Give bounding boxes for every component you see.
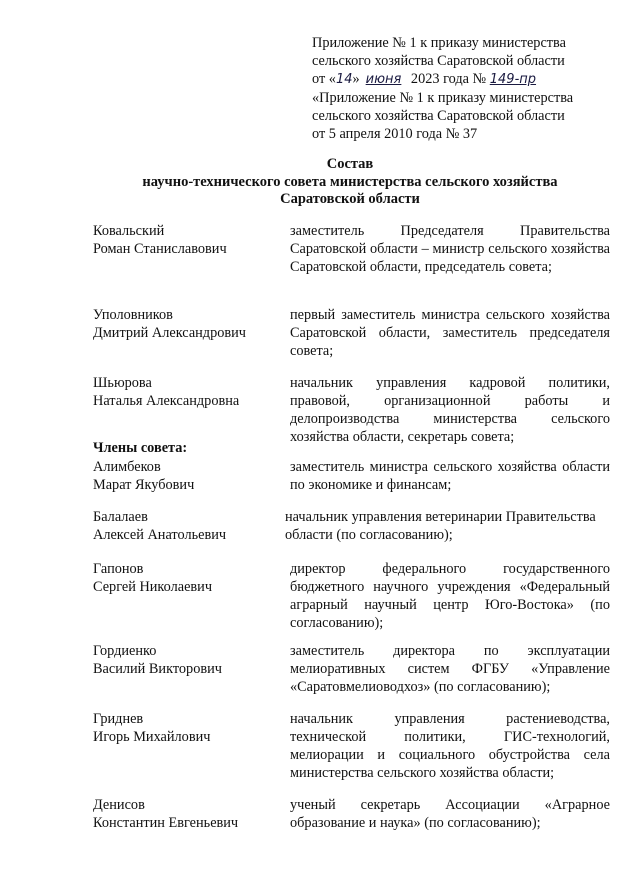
given-name: Дмитрий Александрович — [93, 325, 246, 341]
person-role: ученый секретарь Ассоциации «Аграрное образование и наука» (по согласованию); — [290, 797, 610, 831]
header-line: сельского хозяйства Саратовской области — [312, 108, 565, 124]
handwritten-day: 14 — [335, 72, 353, 87]
surname: Уполовников — [93, 307, 173, 323]
given-name: Марат Якубович — [93, 477, 195, 493]
person-name — [93, 222, 278, 258]
person-name — [93, 306, 278, 342]
members-heading: Члены совета: — [93, 440, 188, 456]
date-mid: » — [352, 71, 360, 87]
person-role: начальник управления ветеринарии Правительства области (по согласованию); — [285, 509, 596, 543]
person-name — [93, 508, 278, 544]
given-name: Алексей Анатольевич — [93, 527, 227, 543]
person-name — [93, 458, 278, 494]
person-role: директор федерального государственного бюджетного научного учреждения «Федеральный аграрный научный центр Юго-Востока» (по согласованию); — [290, 561, 610, 631]
handwritten-month: июня — [365, 72, 402, 87]
given-name: Наталья Александровна — [93, 393, 240, 409]
given-name: Сергей Николаевич — [93, 579, 213, 595]
surname: Гапонов — [93, 561, 144, 577]
header-line: Приложение № 1 к приказу министерства — [312, 35, 566, 51]
title-line: научно-технического совета министерства сельского хозяйства — [142, 173, 558, 190]
given-name: Игорь Михайлович — [93, 729, 211, 745]
surname: Гриднев — [93, 711, 144, 727]
person-role: заместитель директора по эксплуатации мелиоративных систем ФГБУ «Управление «Саратовмелиоводхоз» (по согласованию); — [290, 643, 610, 695]
title-line: Состав — [326, 156, 374, 172]
person-role: начальник управления кадровой политики, правовой, организационной работы и делопроизводства министерства сельского хозяйства области, секретарь совета; — [290, 375, 610, 445]
date-prefix: от « — [312, 71, 336, 87]
given-name: Василий Викторович — [93, 661, 222, 677]
document-title — [60, 156, 640, 209]
person-name — [93, 374, 278, 410]
person-role: заместитель министра сельского хозяйства области по экономике и финансам; — [290, 459, 610, 493]
person-role: первый заместитель министра сельского хозяйства Саратовской области, заместитель председателя совета; — [290, 307, 610, 359]
surname: Гордиенко — [93, 643, 157, 659]
header-line-date — [312, 70, 612, 89]
given-name: Роман Станиславович — [93, 241, 227, 257]
handwritten-number: 149-пр — [489, 72, 537, 87]
appendix-header — [312, 34, 612, 143]
header-line: сельского хозяйства Саратовской области — [312, 53, 565, 69]
person-role: заместитель Председателя Правительства Саратовской области – министр сельского хозяйства Саратовской области, председатель совета; — [290, 223, 610, 275]
surname: Алимбеков — [93, 459, 161, 475]
header-line: «Приложение № 1 к приказу министерства — [312, 90, 574, 106]
date-year: 2023 года № — [407, 71, 490, 87]
person-name — [93, 710, 278, 746]
surname: Денисов — [93, 797, 145, 813]
given-name: Константин Евгеньевич — [93, 815, 239, 831]
person-name — [93, 642, 278, 678]
title-line: Саратовской области — [280, 191, 420, 207]
person-name — [93, 796, 278, 832]
person-name — [93, 560, 278, 596]
surname: Ковальский — [93, 223, 165, 239]
surname: Балалаев — [93, 509, 148, 525]
person-role: начальник управления растениеводства, технической политики, ГИС-технологий, мелиорации и социального обустройства села министерства сельского хозяйства области; — [290, 711, 610, 781]
surname: Шьюрова — [93, 375, 152, 391]
header-line: от 5 апреля 2010 года № 37 — [312, 126, 478, 142]
